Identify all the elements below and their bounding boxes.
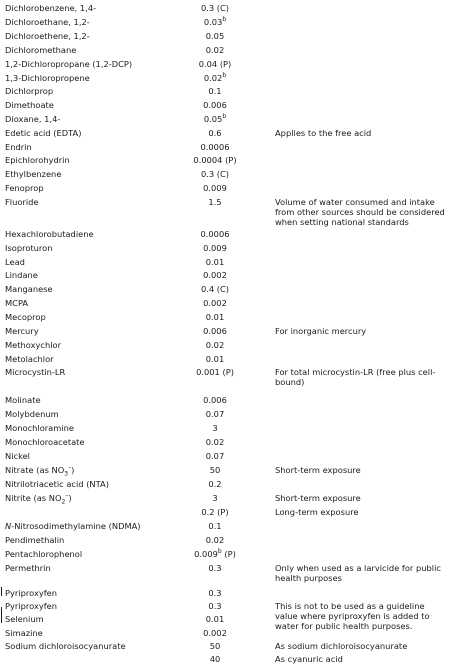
chemical-superscript: – bbox=[68, 464, 72, 472]
guideline-value bbox=[171, 409, 259, 419]
chemical-name bbox=[5, 614, 44, 624]
guideline-value bbox=[171, 169, 259, 179]
value-text: 0.05 bbox=[203, 114, 223, 124]
guideline-value bbox=[171, 601, 259, 611]
remarks bbox=[275, 507, 459, 517]
guideline-value bbox=[171, 507, 259, 517]
guideline-value bbox=[171, 588, 259, 598]
guideline-value bbox=[171, 451, 259, 461]
remarks bbox=[275, 641, 459, 651]
chemical-text: Molinate bbox=[5, 395, 41, 405]
value-text: 0.02 bbox=[205, 437, 225, 447]
chemical-text: Dichlorprop bbox=[5, 86, 54, 96]
chemical-text: Epichlorohydrin bbox=[5, 155, 70, 165]
chemical-text: Nitrite (as NO bbox=[5, 493, 62, 503]
value-text: 0.3 (C) bbox=[200, 169, 230, 179]
guideline-value bbox=[171, 59, 259, 69]
chemical-text: Dioxane, 1,4- bbox=[5, 114, 61, 124]
table-row bbox=[0, 507, 464, 517]
chemical-text: Permethrin bbox=[5, 563, 51, 573]
guideline-value bbox=[171, 549, 259, 559]
chemical-name bbox=[5, 521, 141, 531]
value-text: 50 bbox=[209, 465, 221, 475]
chemical-text: Dichloroethane, 1,2- bbox=[5, 17, 90, 27]
table-row bbox=[0, 86, 464, 96]
guideline-value bbox=[171, 257, 259, 267]
chemical-name bbox=[5, 423, 74, 433]
table-row bbox=[0, 169, 464, 179]
chemical-name bbox=[5, 59, 132, 69]
chemical-name bbox=[5, 601, 57, 611]
table-row bbox=[0, 451, 464, 461]
guideline-value bbox=[171, 535, 259, 545]
guideline-value bbox=[171, 654, 259, 664]
chemical-subscript: 2 bbox=[61, 498, 66, 506]
table-row bbox=[0, 312, 464, 322]
value-text: 50 bbox=[209, 641, 221, 651]
table-row bbox=[0, 100, 464, 110]
table-row bbox=[0, 563, 464, 583]
value-text: 0.4 (C) bbox=[200, 284, 230, 294]
chemical-text: MCPA bbox=[5, 298, 29, 308]
chemical-text: Fluoride bbox=[5, 197, 39, 207]
chemical-text: Metolachlor bbox=[5, 354, 54, 364]
value-footnote: b bbox=[217, 548, 222, 556]
guideline-value bbox=[171, 493, 259, 503]
chemical-name bbox=[5, 437, 85, 447]
value-text: 0.2 (P) bbox=[201, 507, 229, 517]
chemical-text: Methoxychlor bbox=[5, 340, 62, 350]
guideline-value bbox=[171, 155, 259, 165]
guideline-value bbox=[171, 243, 259, 253]
chemical-text: Nickel bbox=[5, 451, 30, 461]
chemical-subscript: 3 bbox=[64, 470, 69, 478]
remarks bbox=[275, 367, 459, 387]
chemical-text: Monochloroacetate bbox=[5, 437, 85, 447]
value-text: 0.009 bbox=[203, 243, 227, 253]
chemical-name bbox=[5, 114, 60, 124]
guideline-value bbox=[171, 395, 259, 405]
value-text: 0.1 bbox=[208, 521, 222, 531]
guideline-value bbox=[171, 521, 259, 531]
value-text: 0.0006 bbox=[200, 142, 230, 152]
value-footnote: b bbox=[222, 113, 227, 121]
value-text: 0.006 bbox=[203, 326, 227, 336]
value-tail: (P) bbox=[221, 549, 236, 559]
chemical-text: Endrin bbox=[5, 142, 32, 152]
table-row bbox=[0, 17, 464, 27]
table-row bbox=[0, 614, 464, 624]
table-row bbox=[0, 183, 464, 193]
chemical-name bbox=[5, 197, 39, 207]
guideline-value bbox=[171, 354, 259, 364]
remarks-line: health purposes bbox=[275, 573, 342, 583]
value-text: 0.07 bbox=[205, 451, 225, 461]
chemical-text: Ethylbenzene bbox=[5, 169, 62, 179]
value-text: 0.04 (P) bbox=[198, 59, 232, 69]
chemical-text: Pyriproxyfen bbox=[5, 588, 58, 598]
remarks bbox=[275, 654, 459, 664]
chemical-name bbox=[5, 535, 64, 545]
remarks-line: Short-term exposure bbox=[275, 465, 361, 475]
chemical-name bbox=[5, 641, 126, 651]
guideline-value bbox=[171, 367, 259, 377]
table-row bbox=[0, 257, 464, 267]
table-row bbox=[0, 549, 464, 559]
chemical-text: Monochloramine bbox=[5, 423, 75, 433]
value-text: 0.002 bbox=[203, 270, 227, 280]
guideline-value bbox=[171, 142, 259, 152]
value-text: 0.0004 (P) bbox=[193, 155, 237, 165]
table-row bbox=[0, 588, 464, 598]
value-text: 0.009 bbox=[194, 549, 218, 559]
chemical-name bbox=[5, 169, 61, 179]
guideline-value bbox=[171, 197, 259, 207]
chemical-name bbox=[5, 312, 46, 322]
change-bar bbox=[1, 587, 2, 596]
chemical-name bbox=[5, 464, 75, 478]
table-row bbox=[0, 128, 464, 138]
table-row bbox=[0, 354, 464, 364]
remarks-line: Applies to the free acid bbox=[275, 128, 372, 138]
table-row bbox=[0, 3, 464, 13]
chemical-text: Nitrilotriacetic acid (NTA) bbox=[5, 479, 109, 489]
table-row bbox=[0, 114, 464, 124]
chemical-text: Lindane bbox=[5, 270, 38, 280]
value-text: 0.02 bbox=[205, 45, 225, 55]
chemical-text: -Nitrosodimethylamine (NDMA) bbox=[11, 521, 141, 531]
chemical-text: Hexachlorobutadiene bbox=[5, 229, 94, 239]
remarks bbox=[275, 326, 459, 336]
table-row bbox=[0, 197, 464, 227]
chemical-name bbox=[5, 354, 54, 364]
chemical-name bbox=[5, 100, 54, 110]
chemical-name bbox=[5, 492, 72, 506]
table-row bbox=[0, 270, 464, 280]
table-row bbox=[0, 326, 464, 336]
table-row bbox=[0, 243, 464, 253]
guideline-value bbox=[171, 298, 259, 308]
chemical-text: Pentachlorophenol bbox=[5, 549, 83, 559]
chemical-text: Dichloroethene, 1,2- bbox=[5, 31, 90, 41]
guideline-value bbox=[171, 31, 259, 41]
value-text: 0.05 bbox=[205, 31, 225, 41]
chemical-name bbox=[5, 229, 94, 239]
table-row bbox=[0, 59, 464, 69]
guideline-value bbox=[171, 229, 259, 239]
table-row bbox=[0, 409, 464, 419]
chemical-name bbox=[5, 183, 44, 193]
chemical-text: Nitrate (as NO bbox=[5, 465, 65, 475]
chemical-text: Simazine bbox=[5, 628, 43, 638]
chemical-text: Dichloromethane bbox=[5, 45, 77, 55]
chemical-text: Microcystin-LR bbox=[5, 367, 66, 377]
chemical-name bbox=[5, 588, 57, 598]
table-row bbox=[0, 45, 464, 55]
chemical-name bbox=[5, 298, 28, 308]
guideline-value bbox=[171, 183, 259, 193]
value-text: 0.3 (C) bbox=[200, 3, 230, 13]
chemical-text: 1,3-Dichloropropene bbox=[5, 73, 90, 83]
chemical-name bbox=[5, 628, 43, 638]
value-text: 0.006 bbox=[203, 100, 227, 110]
table-row bbox=[0, 284, 464, 294]
chemical-name bbox=[5, 243, 53, 253]
guideline-value bbox=[171, 86, 259, 96]
table-row bbox=[0, 298, 464, 308]
remarks-line: water for public health purposes. bbox=[275, 621, 413, 631]
value-text: 0.07 bbox=[205, 409, 225, 419]
remarks-line: Long-term exposure bbox=[275, 507, 359, 517]
value-text: 0.009 bbox=[203, 183, 227, 193]
remarks-line: As sodium dichloroisocyanurate bbox=[275, 641, 408, 651]
value-text: 0.03 bbox=[203, 17, 223, 27]
value-text: 0.001 (P) bbox=[196, 367, 234, 377]
chemical-name bbox=[5, 73, 90, 83]
chemical-name bbox=[5, 479, 109, 489]
remarks bbox=[275, 465, 459, 475]
guideline-value bbox=[171, 437, 259, 447]
chemical-text: Molybdenum bbox=[5, 409, 59, 419]
table-row bbox=[0, 628, 464, 638]
remarks-line: bound) bbox=[275, 377, 305, 387]
table-row bbox=[0, 367, 464, 387]
chemical-name bbox=[5, 142, 32, 152]
chemical-name bbox=[5, 257, 25, 267]
table-row bbox=[0, 142, 464, 152]
remarks-line: from other sources should be considered bbox=[275, 207, 445, 217]
value-text: 0.006 bbox=[203, 395, 227, 405]
chemical-italic-prefix: N bbox=[5, 521, 12, 531]
guideline-value bbox=[171, 465, 259, 475]
chemical-text: Pendimethalin bbox=[5, 535, 65, 545]
remarks bbox=[275, 197, 459, 227]
table-row bbox=[0, 340, 464, 350]
guideline-value bbox=[171, 641, 259, 651]
chemical-text: Mecoprop bbox=[5, 312, 46, 322]
value-footnote: b bbox=[222, 16, 227, 24]
value-text: 0.2 bbox=[208, 479, 222, 489]
value-text: 0.01 bbox=[205, 257, 225, 267]
remarks-line: For total microcystin-LR (free plus cell- bbox=[275, 367, 436, 377]
chemical-name bbox=[5, 395, 41, 405]
table-row bbox=[0, 641, 464, 651]
chemical-name bbox=[5, 31, 90, 41]
value-text: 0.002 bbox=[203, 298, 227, 308]
table-row bbox=[0, 464, 464, 478]
value-text: 0.002 bbox=[203, 628, 227, 638]
guideline-value bbox=[171, 326, 259, 336]
chemical-text: Isoproturon bbox=[5, 243, 53, 253]
chemical-name bbox=[5, 451, 30, 461]
chemical-name bbox=[5, 86, 53, 96]
table-row bbox=[0, 155, 464, 165]
table-row bbox=[0, 437, 464, 447]
chemical-name bbox=[5, 128, 81, 138]
guideline-value bbox=[171, 614, 259, 624]
guideline-value bbox=[171, 284, 259, 294]
value-text: 1.5 bbox=[208, 197, 222, 207]
value-text: 0.1 bbox=[208, 86, 222, 96]
guideline-value bbox=[171, 423, 259, 433]
remarks-line: Volume of water consumed and intake bbox=[275, 197, 435, 207]
remarks-line: As cyanuric acid bbox=[275, 654, 343, 664]
table-row bbox=[0, 654, 464, 664]
chemical-name bbox=[5, 326, 39, 336]
value-text: 3 bbox=[212, 493, 218, 503]
chemical-text: Fenoprop bbox=[5, 183, 44, 193]
guideline-value bbox=[171, 100, 259, 110]
table-row bbox=[0, 492, 464, 506]
guideline-value bbox=[171, 563, 259, 573]
chemical-name bbox=[5, 3, 96, 13]
value-text: 0.02 bbox=[205, 340, 225, 350]
chemical-text: 1,2-Dichloropropane (1,2-DCP) bbox=[5, 59, 133, 69]
guideline-value bbox=[171, 128, 259, 138]
value-text: 0.01 bbox=[205, 614, 225, 624]
value-footnote: b bbox=[222, 72, 227, 80]
chemical-name bbox=[5, 409, 59, 419]
value-text: 0.3 bbox=[208, 588, 222, 598]
value-text: 40 bbox=[209, 654, 221, 664]
value-text: 0.6 bbox=[208, 128, 222, 138]
chemical-text: Selenium bbox=[5, 614, 44, 624]
chemical-text: Manganese bbox=[5, 284, 53, 294]
chemical-tail: ) bbox=[68, 493, 72, 503]
chemical-name bbox=[5, 549, 82, 559]
value-text: 0.0006 bbox=[200, 229, 230, 239]
chemical-name bbox=[5, 340, 61, 350]
value-text: 0.01 bbox=[205, 354, 225, 364]
chemical-text: Dichlorobenzene, 1,4- bbox=[5, 3, 97, 13]
value-text: 3 bbox=[212, 423, 218, 433]
remarks bbox=[275, 128, 459, 138]
guideline-value bbox=[171, 45, 259, 55]
value-text: 0.3 bbox=[208, 563, 222, 573]
guideline-value bbox=[171, 479, 259, 489]
chemical-name bbox=[5, 270, 38, 280]
remarks-line: Short-term exposure bbox=[275, 493, 361, 503]
guideline-value bbox=[171, 114, 259, 124]
chemical-name bbox=[5, 17, 90, 27]
table-row bbox=[0, 73, 464, 83]
remarks-line: when setting national standards bbox=[275, 217, 409, 227]
guideline-value bbox=[171, 312, 259, 322]
chemical-name bbox=[5, 563, 51, 573]
table-row bbox=[0, 423, 464, 433]
remarks bbox=[275, 563, 459, 583]
chemical-name bbox=[5, 284, 53, 294]
value-text: 0.3 bbox=[208, 601, 222, 611]
value-text: 0.01 bbox=[205, 312, 225, 322]
chemical-superscript: – bbox=[65, 492, 69, 500]
chemical-text: Sodium dichloroisocyanurate bbox=[5, 641, 126, 651]
chemical-text: Pyriproxyfen bbox=[5, 601, 58, 611]
chemical-tail: ) bbox=[71, 465, 75, 475]
remarks bbox=[275, 493, 459, 503]
value-text: 0.02 bbox=[203, 73, 223, 83]
table-row bbox=[0, 395, 464, 405]
chemical-text: Dimethoate bbox=[5, 100, 54, 110]
guideline-value bbox=[171, 270, 259, 280]
chemical-text: Edetic acid (EDTA) bbox=[5, 128, 82, 138]
chemical-text: Mercury bbox=[5, 326, 39, 336]
table-row bbox=[0, 229, 464, 239]
remarks-line: For inorganic mercury bbox=[275, 326, 367, 336]
chemical-name bbox=[5, 367, 65, 377]
guideline-value bbox=[171, 73, 259, 83]
guideline-value bbox=[171, 3, 259, 13]
table-row bbox=[0, 31, 464, 41]
table-row bbox=[0, 535, 464, 545]
chemical-name bbox=[5, 45, 76, 55]
guideline-value bbox=[171, 340, 259, 350]
remarks-line: This is not to be used as a guideline bbox=[275, 601, 425, 611]
chemical-name bbox=[5, 155, 70, 165]
guideline-value bbox=[171, 17, 259, 27]
value-text: 0.02 bbox=[205, 535, 225, 545]
table-row bbox=[0, 479, 464, 489]
remarks-line: value where pyriproxyfen is added to bbox=[275, 611, 430, 621]
remarks-line: Only when used as a larvicide for public bbox=[275, 563, 441, 573]
change-bar bbox=[1, 607, 2, 623]
table-row bbox=[0, 521, 464, 531]
guideline-value bbox=[171, 628, 259, 638]
chemical-text: Lead bbox=[5, 257, 25, 267]
